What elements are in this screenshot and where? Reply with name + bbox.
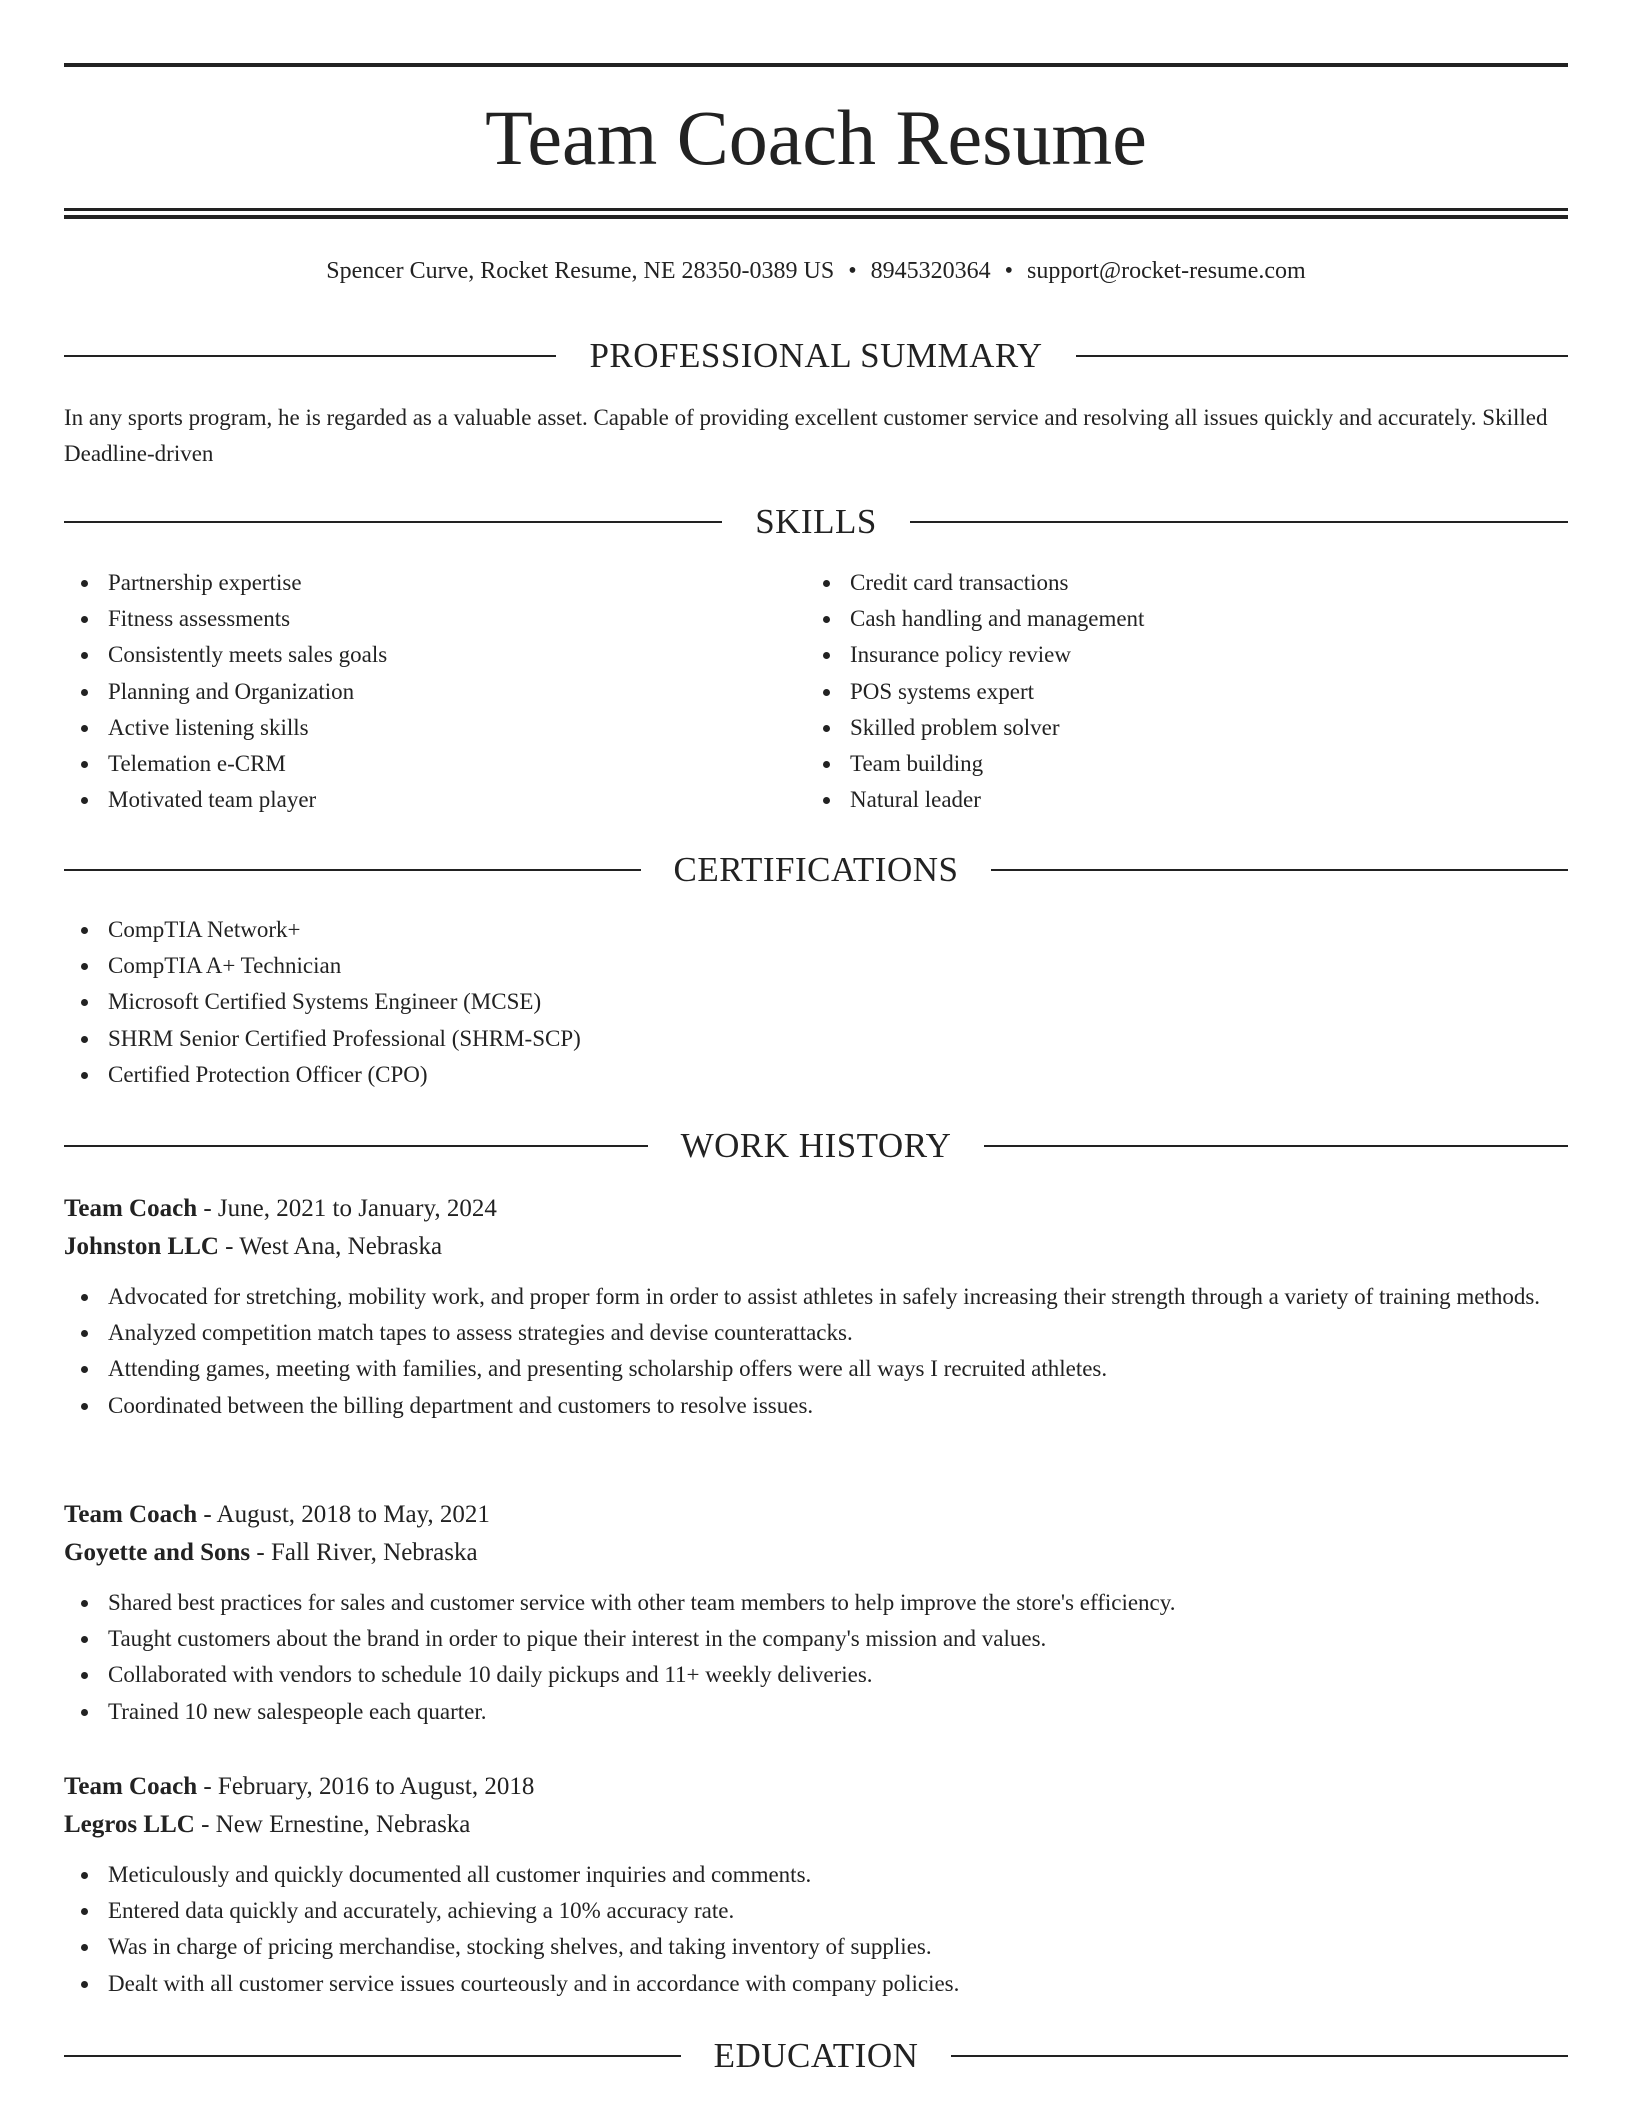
job-dates: - February, 2016 to August, 2018 xyxy=(197,1773,535,1800)
job-entry xyxy=(64,1768,1568,2002)
skill-item: Active listening skills xyxy=(64,710,804,746)
job-bullet-item: Coordinated between the billing department and customers to resolve issues. xyxy=(64,1388,1568,1424)
job-role-line xyxy=(64,1768,1568,1806)
job-role-line xyxy=(64,1190,1568,1228)
contact-phone: 8945320364 xyxy=(870,258,991,284)
certification-item: Microsoft Certified Systems Engineer (MCSE) xyxy=(64,984,1568,1020)
job-entry xyxy=(64,1190,1568,1424)
section-title: EDUCATION xyxy=(713,2036,919,2075)
section-title: SKILLS xyxy=(755,502,877,541)
job-bullet-item: Entered data quickly and accurately, achieving a 10% accuracy rate. xyxy=(64,1893,1568,1929)
section-header-education xyxy=(64,2034,1568,2078)
section-divider-line xyxy=(984,1145,1568,1147)
certification-item: CompTIA Network+ xyxy=(64,912,1568,948)
page-title: Team Coach Resume xyxy=(485,94,1147,181)
certification-item: CompTIA A+ Technician xyxy=(64,948,1568,984)
section-divider-line xyxy=(64,355,556,357)
section-divider-line xyxy=(64,1145,648,1147)
job-entry xyxy=(64,1496,1568,1730)
header-double-rule-upper xyxy=(64,208,1568,211)
skill-item: Insurance policy review xyxy=(806,637,1546,673)
section-header-summary xyxy=(64,334,1568,378)
section-divider-line xyxy=(991,869,1568,871)
contact-email: support@rocket-resume.com xyxy=(1027,258,1306,284)
header-top-rule xyxy=(64,63,1568,67)
job-location: - Fall River, Nebraska xyxy=(250,1539,478,1566)
section-title: CERTIFICATIONS xyxy=(673,850,959,889)
skill-item: Natural leader xyxy=(806,782,1546,818)
section-divider-line xyxy=(951,2055,1568,2057)
skills-list-left xyxy=(64,565,804,818)
job-role: Team Coach xyxy=(64,1773,198,1800)
job-company-line xyxy=(64,1534,1568,1572)
job-bullet-item: Collaborated with vendors to schedule 10 daily pickups and 11+ weekly deliveries. xyxy=(64,1657,1568,1693)
skill-item: Consistently meets sales goals xyxy=(64,637,804,673)
job-location: - West Ana, Nebraska xyxy=(218,1233,443,1260)
job-company-line xyxy=(64,1228,1568,1266)
header-double-rule-lower xyxy=(64,215,1568,219)
job-bullet-item: Was in charge of pricing merchandise, stocking shelves, and taking inventory of supplies. xyxy=(64,1929,1568,1965)
contact-separator: • xyxy=(1004,258,1014,284)
certifications-list xyxy=(64,912,1568,1093)
section-divider-line xyxy=(1076,355,1568,357)
certification-item: Certified Protection Officer (CPO) xyxy=(64,1057,1568,1093)
skill-item: Motivated team player xyxy=(64,782,804,818)
section-title: PROFESSIONAL SUMMARY xyxy=(589,336,1043,375)
skill-item: Telemation e-CRM xyxy=(64,746,804,782)
section-header-certifications xyxy=(64,848,1568,892)
summary-text: In any sports program, he is regarded as a valuable asset. Capable of providing excellent customer service and resolving all issues quickly and accurately. Skilled Deadline-driven xyxy=(64,405,1548,466)
section-divider-line xyxy=(64,521,722,523)
job-bullet-item: Shared best practices for sales and customer service with other team members to help improve the store's efficiency. xyxy=(64,1585,1568,1621)
skill-item: Team building xyxy=(806,746,1546,782)
job-bullet-item: Meticulously and quickly documented all customer inquiries and comments. xyxy=(64,1857,1568,1893)
section-header-skills xyxy=(64,500,1568,544)
job-bullet-item: Attending games, meeting with families, and presenting scholarship offers were all ways I recruited athletes. xyxy=(64,1351,1568,1387)
job-company: Legros LLC xyxy=(64,1811,195,1838)
section-title: WORK HISTORY xyxy=(680,1126,952,1165)
job-role-line xyxy=(64,1496,1568,1534)
skill-item: POS systems expert xyxy=(806,674,1546,710)
job-bullets xyxy=(64,1585,1568,1730)
job-dates: - August, 2018 to May, 2021 xyxy=(197,1501,490,1528)
job-bullet-item: Dealt with all customer service issues courteously and in accordance with company policies. xyxy=(64,1966,1568,2002)
contact-line xyxy=(64,254,1568,288)
section-divider-line xyxy=(910,521,1568,523)
skill-item: Partnership expertise xyxy=(64,565,804,601)
skill-item: Credit card transactions xyxy=(806,565,1546,601)
section-divider-line xyxy=(64,2055,681,2057)
job-company: Johnston LLC xyxy=(64,1233,219,1260)
section-divider-line xyxy=(64,869,641,871)
job-bullet-item: Analyzed competition match tapes to assess strategies and devise counterattacks. xyxy=(64,1315,1568,1351)
skills-list-right xyxy=(806,565,1546,818)
section-header-work-history xyxy=(64,1124,1568,1168)
job-bullet-item: Trained 10 new salespeople each quarter. xyxy=(64,1694,1568,1730)
job-company-line xyxy=(64,1806,1568,1844)
job-dates: - June, 2021 to January, 2024 xyxy=(197,1195,497,1222)
contact-separator: • xyxy=(848,258,857,284)
skill-item: Cash handling and management xyxy=(806,601,1546,637)
certification-item: SHRM Senior Certified Professional (SHRM-SCP) xyxy=(64,1021,1568,1057)
contact-address: Spencer Curve, Rocket Resume, NE 28350-0389 US xyxy=(326,258,835,284)
job-location: - New Ernestine, Nebraska xyxy=(194,1811,471,1838)
job-bullet-item: Taught customers about the brand in order to pique their interest in the company's mission and values. xyxy=(64,1621,1568,1657)
job-role: Team Coach xyxy=(64,1501,198,1528)
job-company: Goyette and Sons xyxy=(64,1539,251,1566)
skill-item: Planning and Organization xyxy=(64,674,804,710)
skill-item: Fitness assessments xyxy=(64,601,804,637)
job-bullets xyxy=(64,1857,1568,2002)
job-bullets xyxy=(64,1279,1568,1424)
job-role: Team Coach xyxy=(64,1195,198,1222)
job-bullet-item: Advocated for stretching, mobility work, and proper form in order to assist athletes in safely increasing their strength through a variety of training methods. xyxy=(64,1279,1568,1315)
skill-item: Skilled problem solver xyxy=(806,710,1546,746)
